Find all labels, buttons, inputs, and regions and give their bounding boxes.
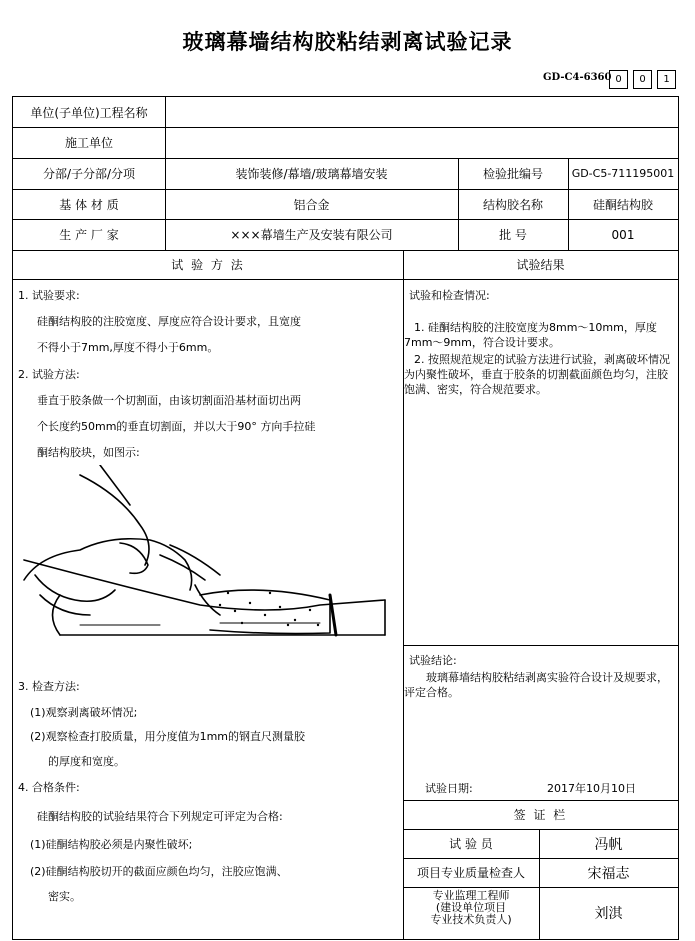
glue-label: 结构胶名称: [482, 197, 543, 212]
check-title: 3. 检查方法:: [18, 680, 80, 693]
division-label: 分部/子分部/分项: [42, 167, 136, 181]
req-line-1: 硅酮结构胶的注胶宽度、厚度应符合设计要求，且宽度: [37, 315, 301, 328]
result-header: 试验结果: [516, 258, 565, 272]
unit-value: [165, 97, 678, 127]
sign-header: 签 证 栏: [513, 808, 568, 822]
result-item-2: 2. 按照规范规定的试验方法进行试验，剥离破坏情况为内聚性破坏，垂直于胶条的切割截面颜色均匀，注胶饱满、密实，符合规范要求。: [404, 353, 670, 396]
check-line-1: (1)观察剥离破坏情况;: [30, 706, 138, 719]
pass-title: 4. 合格条件:: [18, 781, 80, 794]
division-value: 装饰装修/幕墙/玻璃幕墙安装: [235, 167, 388, 181]
pass-line-1: 硅酮结构胶的试验结果符合下列规定可评定为合格:: [37, 810, 283, 823]
pass-line-2: (1)硅酮结构胶必须是内聚性破坏;: [30, 838, 193, 851]
req-title: 1. 试验要求:: [18, 289, 80, 302]
proc-line-2: 个长度约50mm的垂直切割面，并以大于90° 方向手拉硅: [37, 420, 316, 433]
proc-line-3: 酮结构胶块，如图示:: [37, 446, 140, 459]
form-code: GD-C4-6360: [543, 72, 612, 83]
unit-label: 单位(子单位)工程名称: [30, 105, 148, 120]
batch-label: 检验批编号: [482, 167, 543, 181]
proc-title: 2. 试验方法:: [18, 368, 80, 381]
qc-label: 项目专业质量检查人: [416, 866, 525, 880]
lot-label: 批 号: [499, 228, 527, 242]
lot-value: 001: [611, 227, 635, 242]
proc-line-1: 垂直于胶条做一个切割面，由该切割面沿基材面切出两: [37, 394, 301, 407]
glue-value: 硅酮结构胶: [592, 197, 653, 212]
base-value: 铝合金: [293, 197, 330, 212]
tester-name: 冯帆: [594, 836, 623, 853]
code-box-1: 0: [609, 70, 628, 89]
qc-name: 宋福志: [587, 865, 630, 882]
construction-label: 施工单位: [64, 136, 113, 150]
construction-value: [165, 127, 678, 158]
code-box-3: 1: [657, 70, 676, 89]
batch-value: GD-C5-711195001: [571, 167, 675, 180]
supervisor-label: [403, 890, 539, 926]
check-line-2: (2)观察检查打胶质量，用分度值为1mm的钢直尺测量胶: [30, 730, 306, 743]
supervisor-label-line-1: 专业监理工程师: [432, 889, 510, 902]
method-header: 试 验 方 法: [171, 258, 245, 272]
pass-line-4: 密实。: [48, 890, 81, 903]
supervisor-name: 刘淇: [594, 906, 623, 922]
supervisor-label-line-3: 专业技术负责人): [430, 913, 512, 926]
page-title: 玻璃幕墙结构胶粘结剥离试验记录: [182, 30, 513, 54]
peel-test-illustration: [20, 465, 390, 650]
code-box-2: 0: [633, 70, 652, 89]
maker-label: 生 产 厂 家: [59, 228, 119, 242]
result-check-title: 试验和检查情况:: [409, 289, 490, 302]
maker-value: ×××幕墙生产及安装有限公司: [230, 228, 393, 242]
check-line-3: 的厚度和宽度。: [48, 755, 125, 768]
date-label: 试验日期:: [425, 782, 473, 795]
conclusion-text: 玻璃幕墙结构胶粘结剥离实验符合设计及规要求，评定合格。: [404, 671, 668, 699]
conclusion-title: 试验结论:: [409, 654, 457, 667]
base-label: 基 体 材 质: [59, 197, 119, 212]
tester-label: 试 验 员: [449, 837, 493, 851]
pass-line-3: (2)硅酮结构胶切开的截面应颜色均匀，注胶应饱满、: [30, 865, 288, 878]
date-value: 2017年10月10日: [547, 782, 636, 795]
result-item-1: 1. 硅酮结构胶的注胶宽度为8mm～10mm，厚度7mm～9mm，符合设计要求。: [404, 321, 657, 349]
req-line-2: 不得小于7mm,厚度不得小于6mm。: [37, 341, 219, 354]
supervisor-label-line-2: (建设单位项目: [435, 901, 507, 914]
